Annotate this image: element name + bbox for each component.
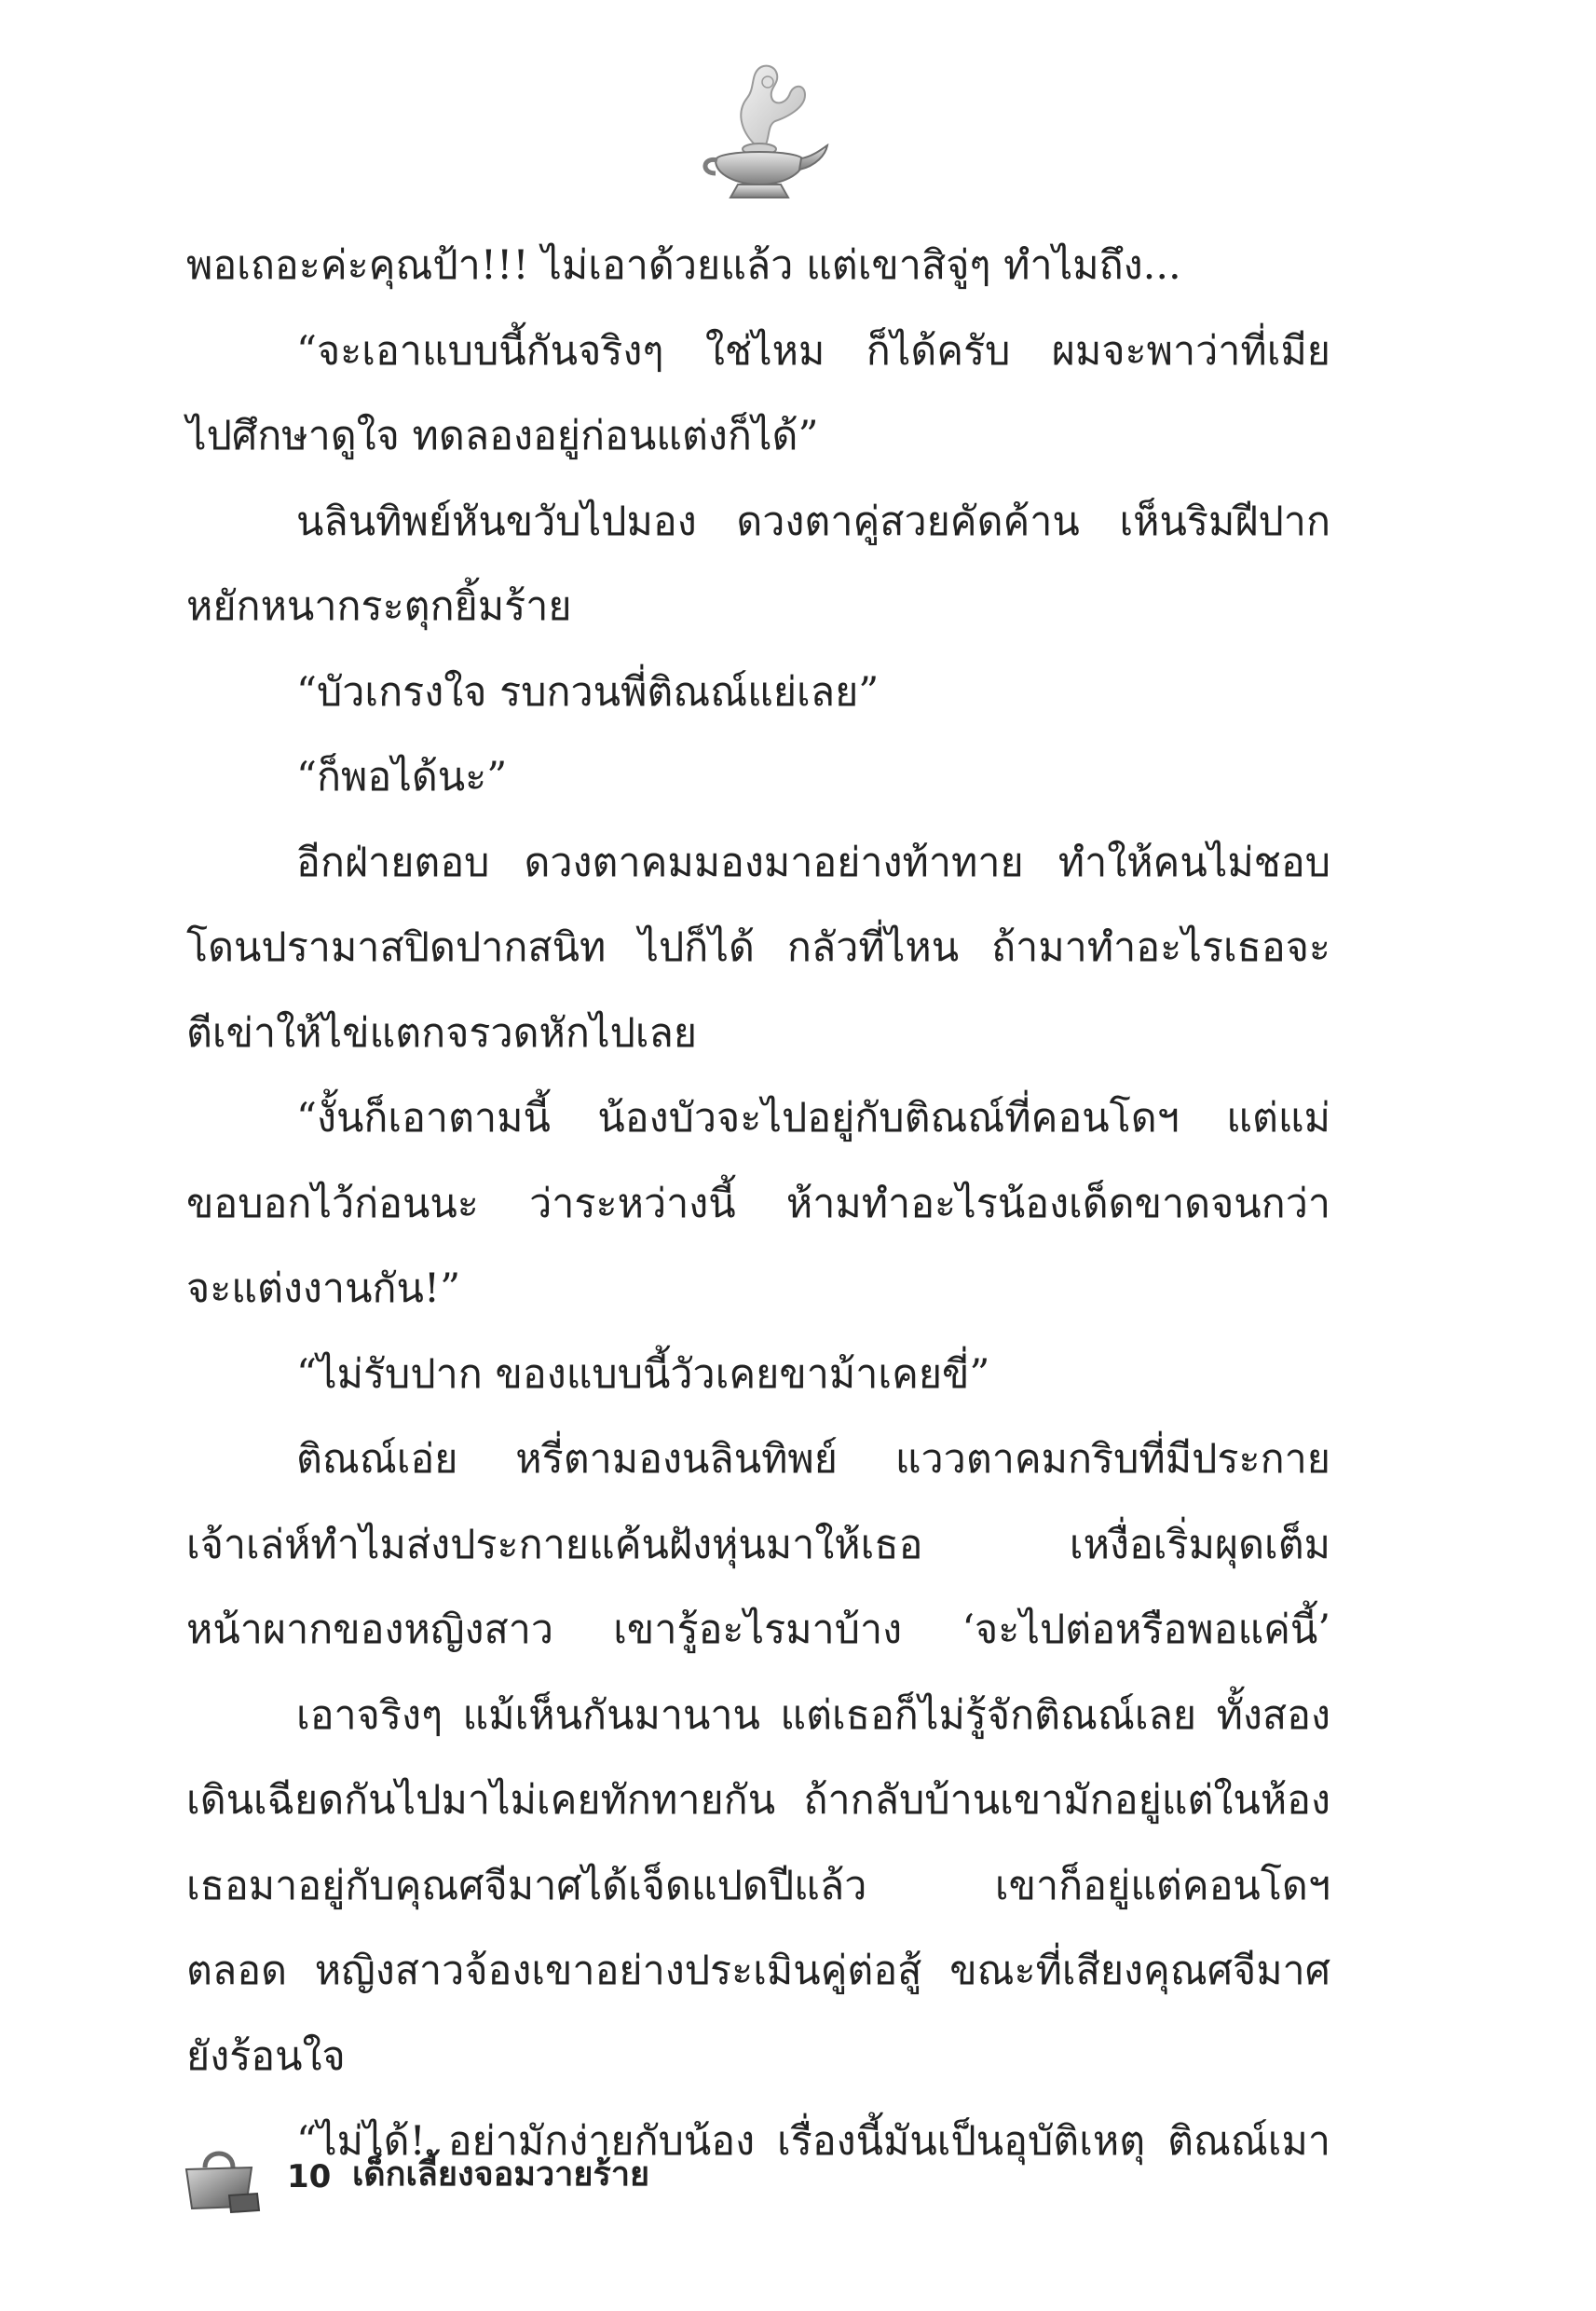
page-footer xyxy=(177,2140,1016,2214)
text-line: พอเถอะค่ะคุณป้า!!! ไม่เอาด้วยแล้ว แต่เขาสิจู่ๆ ทำไมถึง... xyxy=(186,242,1181,289)
text-line: “บัวเกรงใจ รบกวนพี่ติณณ์แย่เลย” xyxy=(296,668,880,716)
text-line: เดินเฉียดกันไปมาไม่เคยทักทายกัน ถ้ากลับบ้านเขามักอยู่แต่ในห้อง xyxy=(186,1777,1330,1824)
handbag-icon xyxy=(177,2140,261,2214)
text-line: ตลอด หญิงสาวจ้องเขาอย่างประเมินคู่ต่อสู้ ขณะที่เสียงคุณศจีมาศ xyxy=(186,1948,1330,1994)
text-line: ติณณ์เอ่ย หรี่ตามองนลินทิพย์ แววตาคมกริบที่มีประกาย xyxy=(296,1436,1330,1483)
text-line: ตีเข่าให้ไข่แตกจรวดหักไปเลย xyxy=(186,1009,698,1057)
text-line: หน้าผากของหญิงสาว เขารู้อะไรมาบ้าง ‘จะไปต่อหรือพอแค่นี้’ xyxy=(186,1607,1330,1653)
text-line: ยังร้อนใจ xyxy=(186,2032,346,2080)
text-line: เธอมาอยู่กับคุณศจีมาศได้เจ็ดแปดปีแล้ว เขาก็อยู่แต่คอนโดฯ xyxy=(186,1862,1330,1909)
text-line: “ไม่รับปาก ของแบบนี้วัวเคยขาม้าเคยขี่” xyxy=(296,1350,990,1398)
text-line: จะแต่งงานกัน!” xyxy=(186,1265,461,1312)
text-line: “ก็พอได้นะ” xyxy=(296,754,508,800)
page-number: 10 xyxy=(287,2158,332,2195)
text-line: “ไม่ได้! อย่ามักง่ายกับน้อง เรื่องนี้มันเป็นอุบัติเหตุ ติณณ์เมา xyxy=(296,2118,1330,2165)
text-line: นลินทิพย์หันขวับไปมอง ดวงตาคู่สวยคัดค้าน เห็นริมฝีปาก xyxy=(296,498,1330,545)
text-line: “จะเอาแบบนี้กันจริงๆ ใช่ไหม ก็ได้ครับ ผมจะพาว่าที่เมีย xyxy=(296,327,1330,375)
text-line: ขอบอกไว้ก่อนนะ ว่าระหว่างนี้ ห้ามทำอะไรน้องเด็ดขาดจนกว่า xyxy=(186,1180,1330,1227)
text-line: ไปศึกษาดูใจ ทดลองอยู่ก่อนแต่งก็ได้” xyxy=(186,413,819,459)
lamp-genie-ornament-icon xyxy=(689,56,829,205)
text-line: เจ้าเล่ห์ทำไมส่งประกายแค้นฝังหุ่นมาให้เธอ เหงื่อเริ่มผุดเต็ม xyxy=(186,1521,1330,1568)
text-line: เอาจริงๆ แม้เห็นกันมานาน แต่เธอก็ไม่รู้จักติณณ์เลย ทั้งสอง xyxy=(296,1691,1330,1739)
book-title: เด็กเลี้ยงจอมวายร้าย xyxy=(352,2155,650,2194)
text-line: อีกฝ่ายตอบ ดวงตาคมมองมาอย่างท้าทาย ทำให้คนไม่ชอบ xyxy=(296,839,1330,886)
text-line: “งั้นก็เอาตามนี้ น้องบัวจะไปอยู่กับติณณ์ที่คอนโดฯ แต่แม่ xyxy=(296,1095,1330,1142)
text-line: หยักหนากระตุกยิ้มร้าย xyxy=(186,583,572,630)
text-line: โดนปรามาสปิดปากสนิท ไปก็ได้ กลัวที่ไหน ถ้ามาทำอะไรเธอจะ xyxy=(186,924,1330,971)
body-text xyxy=(186,224,1330,2185)
